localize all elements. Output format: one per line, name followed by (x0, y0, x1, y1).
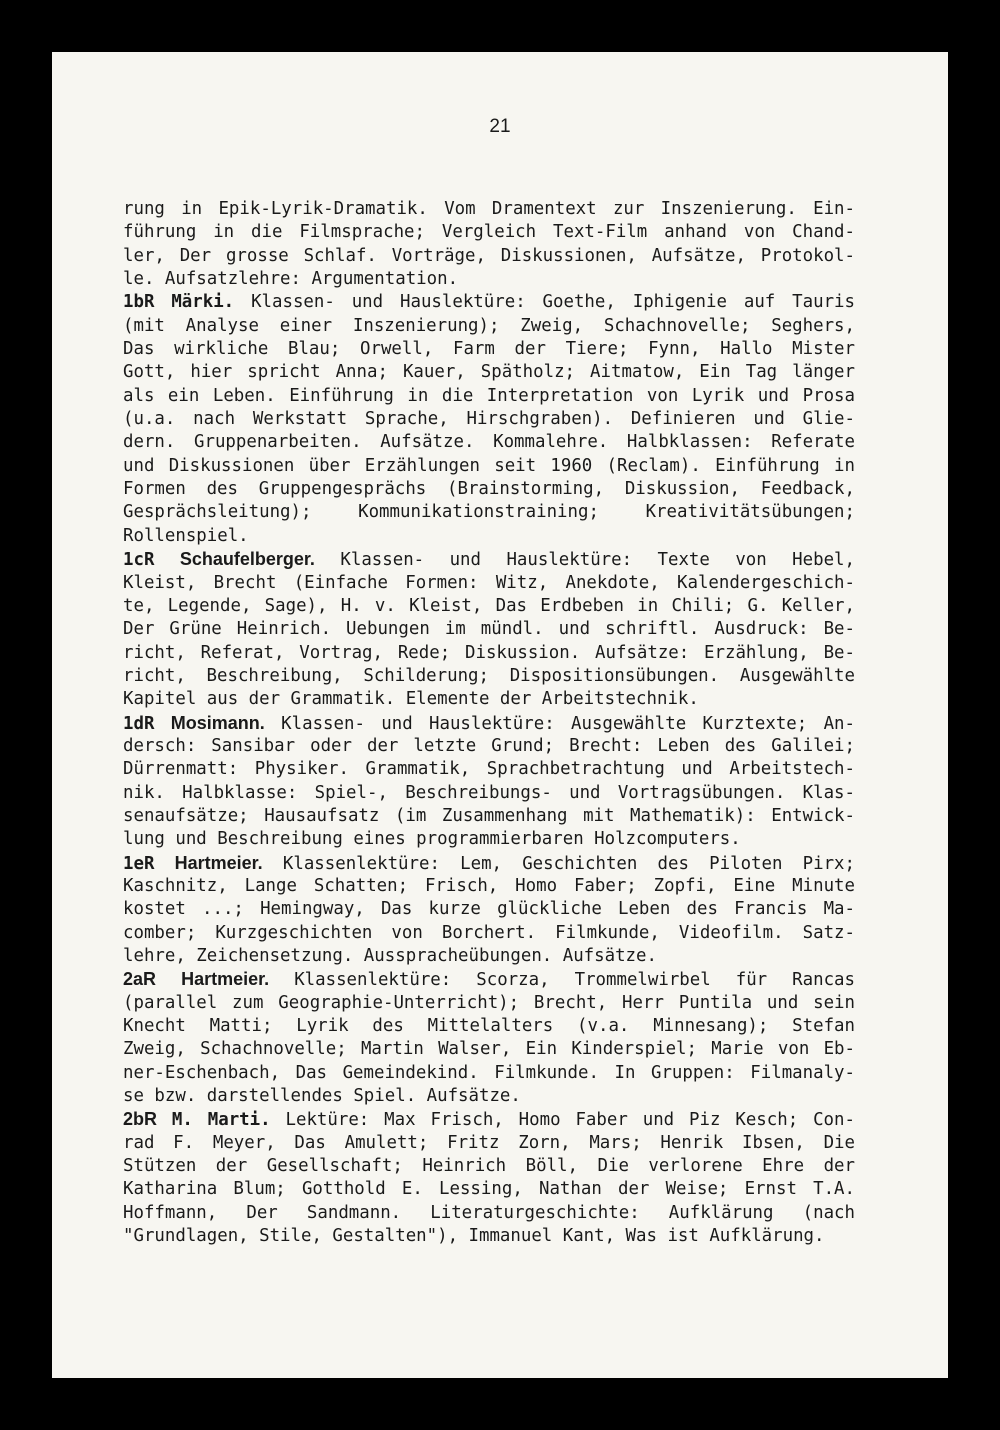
entry-first-line (123, 852, 855, 875)
text-line: kostet ...; Hemingway, Das kurze glückliche Leben des Francis Ma- (123, 899, 855, 920)
text-segment: Klassen- und Hauslektüre: Goethe, Iphigenie auf Tauris (251, 292, 855, 313)
text-segment: Klassen- und Hauslektüre: Ausgewählte Kurztexte; An- (281, 713, 855, 734)
entry-first-line (123, 968, 855, 991)
intro-paragraph (123, 198, 855, 291)
text-line: le. Aufsatzlehre: Argumentation. (123, 269, 459, 290)
text-line: Rollenspiel. (123, 525, 249, 546)
text-line: te, Legende, Sage), H. v. Kleist, Das Erdbeben in Chili; G. Keller, (123, 595, 855, 616)
text-segment: Klassen- und Hauslektüre: Texte von Hebel, (340, 550, 855, 571)
text-line: Kapitel aus der Grammatik. Elemente der Arbeitstechnik. (123, 689, 699, 710)
class-code: 1bR (123, 292, 155, 313)
text-line: nik. Halbklasse: Spiel-, Beschreibungs- und Vortragsübungen. Klas- (123, 782, 855, 803)
text-line: senaufsätze; Hausaufsatz (im Zusammenhang mit Mathematik): Entwick- (123, 805, 855, 826)
text-line: lung und Beschreibung eines programmierbaren Holzcomputers. (123, 829, 741, 850)
teacher-name: Schaufelberger. (179, 549, 315, 570)
class-entry-1bR (123, 291, 855, 548)
text-line: Zweig, Schachnovelle; Martin Walser, Ein Kinderspiel; Marie von Eb- (123, 1039, 855, 1060)
text-line: rung in Epik-Lyrik-Dramatik. Vom Dramentext zur Inszenierung. Ein- (123, 199, 855, 219)
text-line: ner-Eschenbach, Das Gemeindekind. Filmkunde. In Gruppen: Filmanaly- (123, 1062, 855, 1083)
text-line: Stützen der Gesellschaft; Heinrich Böll, Die verlorene Ehre der (123, 1156, 855, 1177)
text-line: lehre, Zeichensetzung. Ausspracheübungen. Aufsätze. (123, 946, 657, 966)
text-line: (mit Analyse einer Inszenierung); Zweig, Schachnovelle; Seghers, (123, 315, 855, 336)
text-line: als ein Leben. Einführung in die Interpretation von Lyrik und Prosa (123, 385, 855, 406)
entry-first-line (123, 291, 855, 314)
teacher-name: Hartmeier. (174, 852, 263, 873)
teacher-name: M. Marti. (171, 1110, 271, 1131)
text-line: Das wirkliche Blau; Orwell, Farm der Tiere; Fynn, Hallo Mister (123, 339, 855, 360)
text-line: se bzw. darstellendes Spiel. Aufsätze. (123, 1086, 521, 1107)
text-line: Gott, hier spricht Anna; Kauer, Spätholz; Aitmatow, Ein Tag länger (123, 362, 855, 383)
class-entry-1cR (123, 548, 855, 711)
class-code: 1cR (123, 550, 155, 571)
text-line: dern. Gruppenarbeiten. Aufsätze. Kommalehre. Halbklassen: Referate (123, 432, 855, 453)
entry-first-line (123, 1108, 855, 1131)
teacher-name: Märki. (171, 292, 235, 313)
text-line: Der Grüne Heinrich. Uebungen im mündl. und schriftl. Ausdruck: Be- (123, 619, 855, 640)
text-line: richt, Beschreibung, Schilderung; Dispositionsübungen. Ausgewählte (123, 665, 855, 686)
document-body (123, 198, 855, 1248)
text-line: führung in die Filmsprache; Vergleich Text-Film anhand von Chand- (123, 222, 855, 243)
teacher-name: Hartmeier. (181, 969, 270, 990)
text-line: comber; Kurzgeschichten von Borchert. Filmkunde, Videofilm. Satz- (123, 922, 855, 943)
class-code: 2bR (123, 1109, 158, 1130)
text-line: Dürrenmatt: Physiker. Grammatik, Sprachbetrachtung und Arbeitstech- (123, 759, 855, 780)
text-line: Gesprächsleitung); Kommunikationstraining; Kreativitätsübungen; (123, 502, 855, 523)
entry-first-line (123, 548, 855, 571)
text-line: "Grundlagen, Stile, Gestalten"), Immanuel Kant, Was ist Aufklärung. (123, 1226, 825, 1247)
text-line: dersch: Sansibar oder der letzte Grund; Brecht: Leben des Galilei; (123, 735, 855, 756)
text-line: Kaschnitz, Lange Schatten; Frisch, Homo Faber; Zopfi, Eine Minute (123, 875, 855, 896)
text-segment: Klassenlektüre: Scorza, Trommelwirbel für Rancas (294, 970, 855, 991)
teacher-name: Mosimann. (170, 712, 265, 733)
text-line: Formen des Gruppengesprächs (Brainstorming, Diskussion, Feedback, (123, 479, 855, 500)
text-line: (parallel zum Geographie-Unterricht); Brecht, Herr Puntila und sein (123, 992, 855, 1013)
class-code: 1eR (123, 853, 155, 874)
text-line: und Diskussionen über Erzählungen seit 1960 (Reclam). Einführung in (123, 455, 855, 476)
text-line: richt, Referat, Vortrag, Rede; Diskussion. Aufsätze: Erzählung, Be- (123, 642, 855, 663)
text-line: (u.a. nach Werkstatt Sprache, Hirschgraben). Definieren und Glie- (123, 409, 855, 430)
class-entry-2bR (123, 1108, 855, 1248)
class-entry-2aR (123, 968, 855, 1108)
text-segment: Lektüre: Max Frisch, Homo Faber und Piz Kesch; Con- (285, 1110, 855, 1131)
class-code: 2aR (123, 969, 157, 990)
document-page (52, 52, 948, 1378)
entry-first-line (123, 712, 855, 735)
text-line: rad F. Meyer, Das Amulett; Fritz Zorn, Mars; Henrik Ibsen, Die (123, 1132, 855, 1153)
page-number: 21 (489, 116, 511, 137)
class-code: 1dR (123, 713, 155, 734)
class-entry-1eR (123, 852, 855, 969)
text-line: Kleist, Brecht (Einfache Formen: Witz, Anekdote, Kalendergeschich- (123, 572, 855, 593)
text-segment: Klassenlektüre: Lem, Geschichten des Piloten Pirx; (282, 853, 855, 874)
text-line: Knecht Matti; Lyrik des Mittelalters (v.a. Minnesang); Stefan (123, 1016, 855, 1037)
class-entry-1dR (123, 712, 855, 852)
text-line: Hoffmann, Der Sandmann. Literaturgeschichte: Aufklärung (nach (123, 1202, 855, 1223)
text-line: Katharina Blum; Gotthold E. Lessing, Nathan der Weise; Ernst T.A. (123, 1179, 855, 1200)
text-line: ler, Der grosse Schlaf. Vorträge, Diskussionen, Aufsätze, Protokol- (123, 245, 855, 266)
